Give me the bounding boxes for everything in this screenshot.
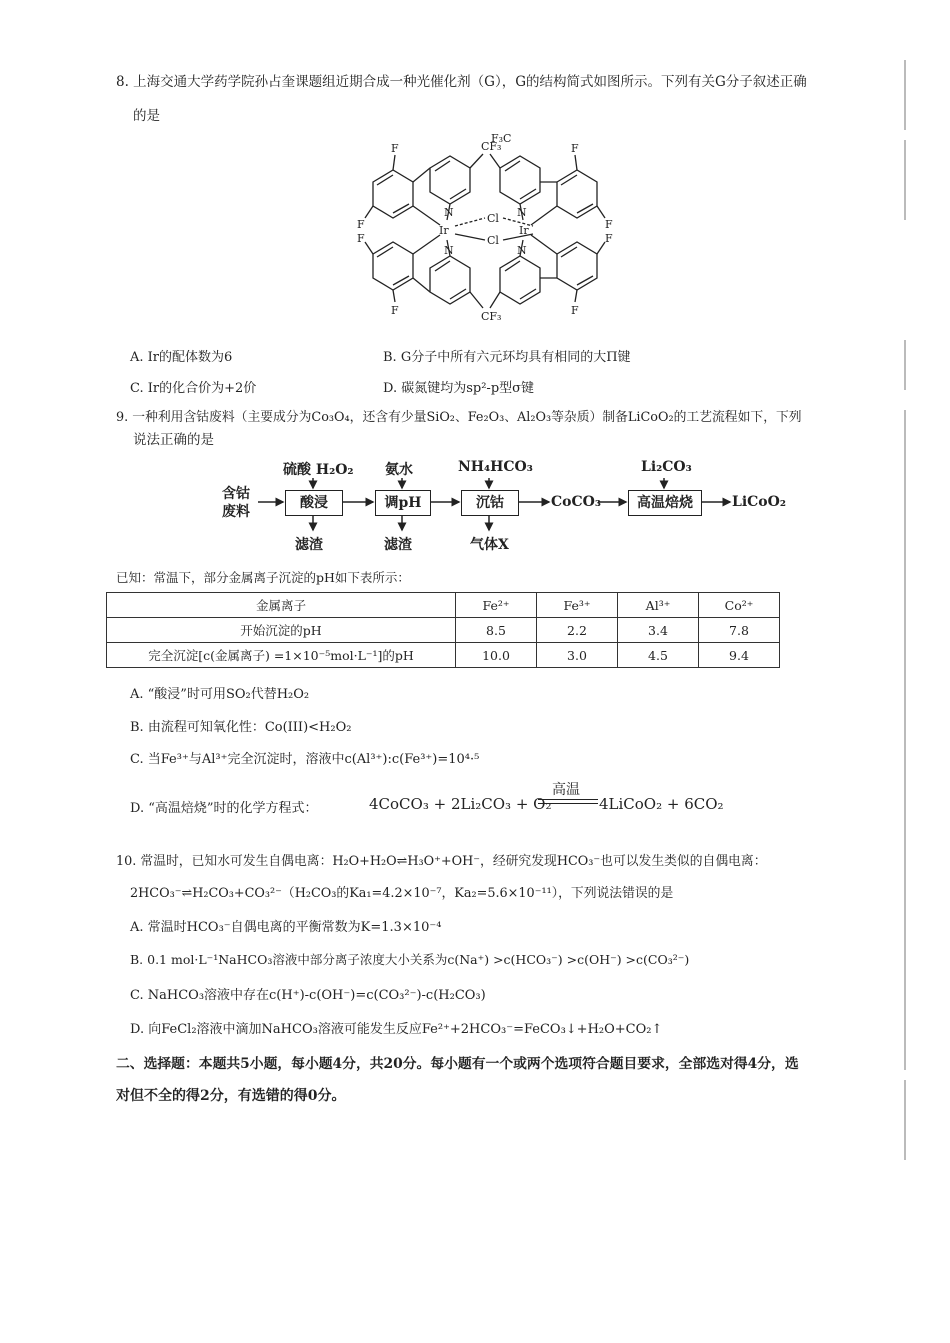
- fluorine-label: F: [357, 232, 365, 245]
- flow-step-adjust-ph: 调pH: [375, 490, 431, 516]
- q10-option-a: A. 常温时HCO₃⁻自偶电离的平衡常数为K=1.3×10⁻⁴: [130, 920, 442, 935]
- table-header-cell: Fe³⁺: [537, 593, 618, 618]
- q9-stem-line1: 9. 一种利用含钴废料（主要成分为Co₃O₄，还含有少量SiO₂、Fe₂O₃、Al₂O₃等杂质）制备LiCoO₂的工艺流程如下，下列: [116, 410, 802, 425]
- flow-step-precipitate-co: 沉钴: [461, 490, 519, 516]
- flow-byproduct-residue-2: 滤渣: [384, 537, 412, 553]
- table-cell: 3.0: [537, 643, 618, 668]
- q10-stem-line2: 2HCO₃⁻⇌H₂CO₃+CO₃²⁻（H₂CO₃的Ka₁=4.2×10⁻⁷，Ka₂=5.6×10⁻¹¹），下列说法错误的是: [130, 886, 674, 901]
- q8-option-d: D. 碳氮键均为sp²-p型σ键: [383, 381, 535, 396]
- fluorine-label: F: [391, 304, 399, 317]
- fluorine-label: F: [357, 218, 365, 231]
- table-cell: 完全沉淀[c(金属离子) =1×10⁻⁵mol·L⁻¹]的pH: [107, 643, 456, 668]
- q9-equation-right: 4LiCoO₂ + 6CO₂: [599, 795, 724, 813]
- table-header-cell: 金属离子: [107, 593, 456, 618]
- q9-precipitation-table: [106, 592, 780, 668]
- q10-option-b: B. 0.1 mol·L⁻¹NaHCO₃溶液中部分离子浓度大小关系为c(Na⁺) >c(HCO₃⁻) >c(OH⁻) >c(CO₃²⁻): [130, 952, 690, 967]
- q9-option-b: B. 由流程可知氧化性：Co(III)<H₂O₂: [130, 720, 352, 735]
- nitrogen-label: N: [444, 206, 454, 219]
- chlorine-label: Cl: [487, 234, 499, 247]
- table-cell: 9.4: [699, 643, 780, 668]
- q9-stem-line2: 说法正确的是: [133, 432, 214, 448]
- q10-option-c: C. NaHCO₃溶液中存在c(H⁺)-c(OH⁻)=c(CO₃²⁻)-c(H₂CO₃): [130, 988, 486, 1003]
- q9-option-d-prefix: D. “高温焙烧”时的化学方程式：: [130, 801, 318, 816]
- scan-edge-mark: [904, 140, 906, 220]
- section2-heading-line2: 对但不全的得2分，有选错的得0分。: [116, 1088, 346, 1104]
- flow-reagent-li2co3: Li₂CO₃: [641, 459, 692, 475]
- q10-stem-line1: 10. 常温时，已知水可发生自偶电离：H₂O+H₂O⇌H₃O⁺+OH⁻，经研究发现HCO₃⁻也可以发生类似的自偶电离：: [116, 854, 767, 869]
- scan-edge-mark: [904, 1080, 906, 1160]
- cf3-label: CF₃: [481, 140, 502, 153]
- q9-equation-left: 4CoCO₃ + 2Li₂CO₃ + O₂: [369, 795, 552, 813]
- table-cell: 8.5: [456, 618, 537, 643]
- q8-stem-line2: 的是: [133, 108, 160, 124]
- chlorine-label: Cl: [487, 212, 499, 225]
- section2-heading-line1: 二、选择题：本题共5小题，每小题4分，共20分。每小题有一个或两个选项符合题目要求，全部选对得4分，选: [116, 1056, 799, 1072]
- table-header-cell: Fe²⁺: [456, 593, 537, 618]
- flow-input-label-1: 含钴: [222, 486, 250, 502]
- table-row: [107, 618, 780, 643]
- flow-reagent-ammonia: 氨水: [385, 462, 413, 478]
- q8-option-c: C. Ir的化合价为+2价: [130, 381, 257, 396]
- q9-option-c: C. 当Fe³⁺与Al³⁺完全沉淀时，溶液中c(Al³⁺):c(Fe³⁺)=10⁴·⁵: [130, 752, 480, 767]
- cf3-label: CF₃: [481, 310, 502, 323]
- q8-option-b: B. G分子中所有六元环均具有相同的大Π键: [383, 350, 631, 365]
- flow-intermediate-coco3: CoCO₃: [551, 494, 601, 510]
- flow-byproduct-gas-x: 气体X: [470, 537, 509, 553]
- flow-step-calcine: 高温焙烧: [628, 490, 702, 516]
- fluorine-label: F: [571, 304, 579, 317]
- nitrogen-label: N: [444, 244, 454, 257]
- scan-edge-mark: [904, 340, 906, 390]
- iridium-label: Ir: [439, 224, 449, 237]
- q8-option-a: A. Ir的配体数为6: [130, 350, 233, 365]
- flow-input-label-2: 废料: [222, 504, 250, 520]
- table-cell: 7.8: [699, 618, 780, 643]
- q9-known-line: 已知：常温下，部分金属离子沉淀的pH如下表所示：: [116, 570, 410, 585]
- table-cell: 3.4: [618, 618, 699, 643]
- table-cell: 开始沉淀的pH: [107, 618, 456, 643]
- table-header-cell: Co²⁺: [699, 593, 780, 618]
- f3c-label: F₃C: [491, 132, 512, 145]
- fluorine-label: F: [605, 232, 613, 245]
- flow-byproduct-residue-1: 滤渣: [295, 537, 323, 553]
- table-cell: 4.5: [618, 643, 699, 668]
- iridium-label: Ir: [519, 224, 529, 237]
- scan-edge-mark: [904, 60, 906, 130]
- fluorine-label: F: [391, 142, 399, 155]
- nitrogen-label: N: [517, 244, 527, 257]
- flow-product-licoo2: LiCoO₂: [732, 494, 786, 510]
- table-row: [107, 643, 780, 668]
- q9-option-a: A. “酸浸”时可用SO₂代替H₂O₂: [130, 687, 310, 702]
- q8-structure-diagram: [335, 130, 635, 330]
- q8-stem-line1: 8. 上海交通大学药学院孙占奎课题组近期合成一种光催化剂（G），G的结构简式如图所示。下列有关G分子叙述正确: [116, 74, 807, 90]
- fluorine-label: F: [605, 218, 613, 231]
- flow-arrows: [0, 470, 950, 550]
- fluorine-label: F: [571, 142, 579, 155]
- table-cell: 10.0: [456, 643, 537, 668]
- table-cell: 2.2: [537, 618, 618, 643]
- q9-equation-double-line: [538, 799, 598, 804]
- nitrogen-label: N: [517, 206, 527, 219]
- q10-option-d: D. 向FeCl₂溶液中滴加NaHCO₃溶液可能发生反应Fe²⁺+2HCO₃⁻=FeCO₃↓+H₂O+CO₂↑: [130, 1022, 663, 1037]
- flow-reagent-acid: 硫酸 H₂O₂: [283, 462, 354, 478]
- table-header-cell: Al³⁺: [618, 593, 699, 618]
- table-header-row: [107, 593, 780, 618]
- flow-step-acid-leach: 酸浸: [285, 490, 343, 516]
- q9-equation-condition: 高温: [552, 782, 580, 798]
- flow-reagent-nh4hco3: NH₄HCO₃: [458, 459, 533, 475]
